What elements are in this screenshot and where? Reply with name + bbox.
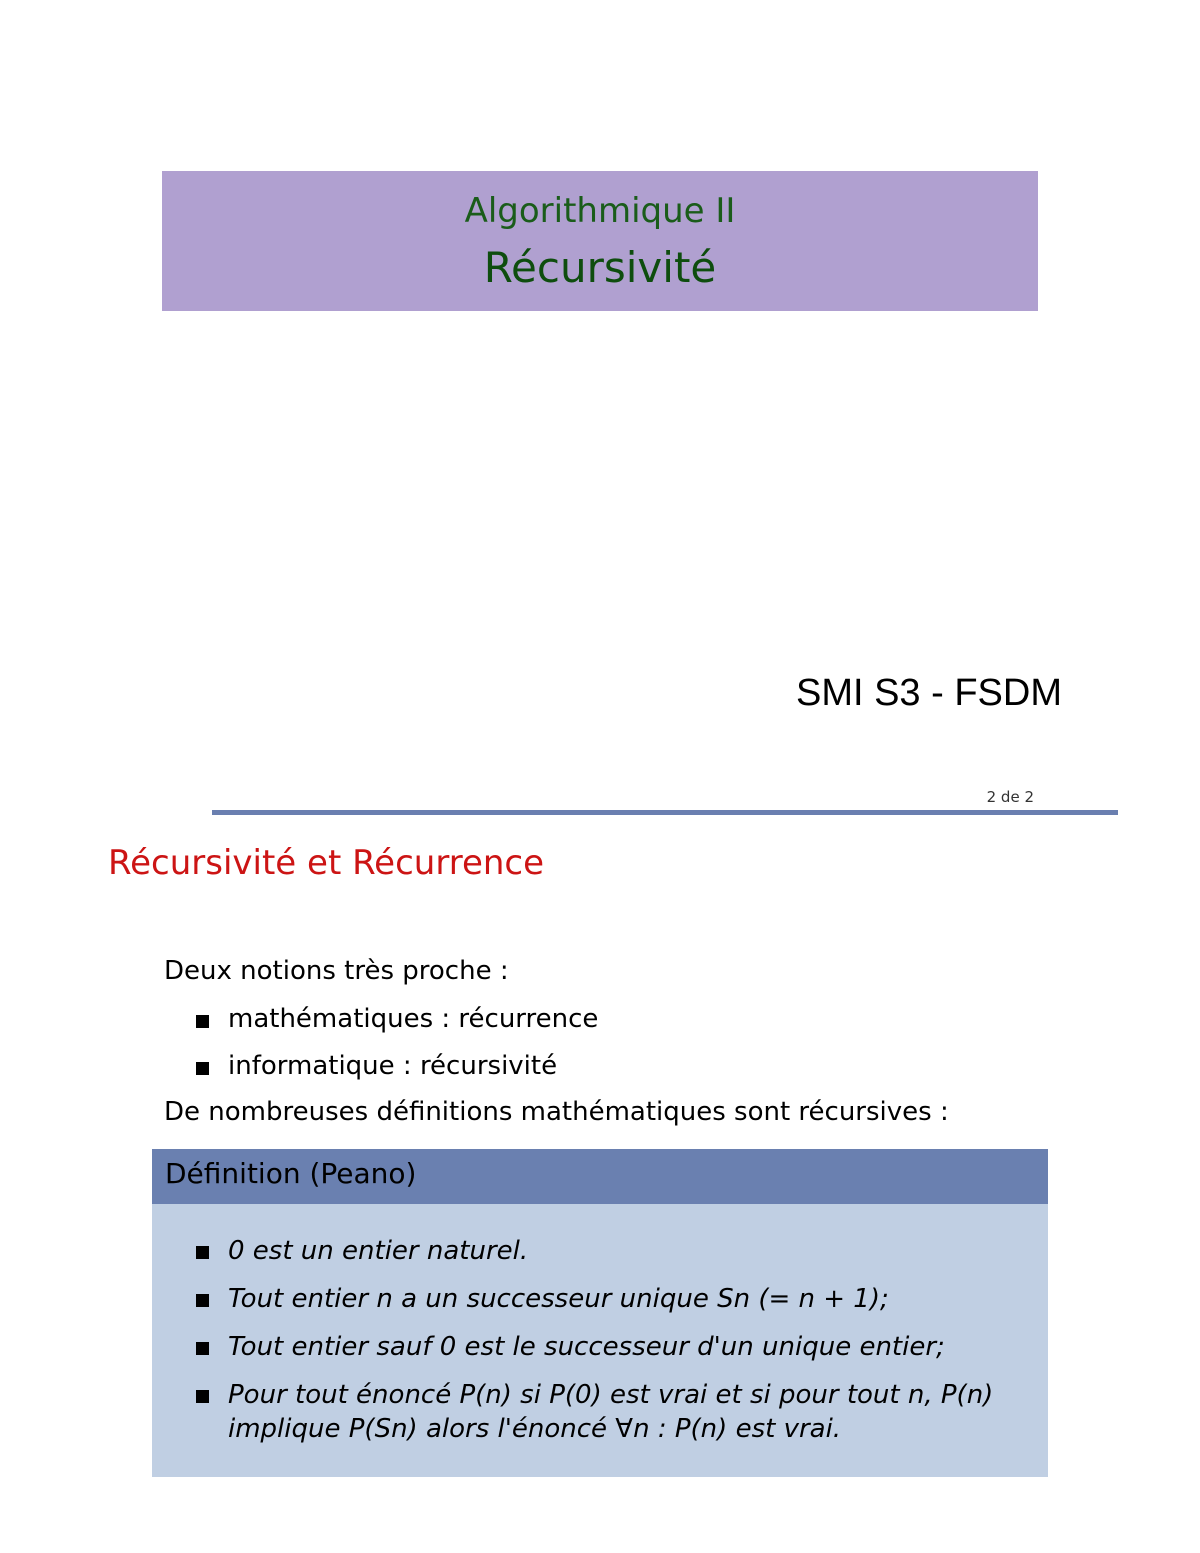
- course-title: Algorithmique II: [464, 191, 736, 231]
- intro-text-2: De nombreuses définitions mathématiques sont récursives :: [164, 1097, 949, 1127]
- divider-rule: [212, 810, 1118, 815]
- bullet-square-icon: [196, 1294, 209, 1307]
- bullet-square-icon: [196, 1062, 209, 1075]
- bullet-square-icon: [196, 1015, 209, 1028]
- list-item: [196, 1051, 598, 1098]
- bullet-square-icon: [196, 1342, 209, 1355]
- definition-item-text: Tout entier sauf 0 est le successeur d'un unique entier;: [228, 1332, 945, 1362]
- definition-block: [152, 1149, 1048, 1477]
- list-item: [196, 1378, 1048, 1446]
- definition-list: [196, 1234, 1048, 1460]
- list-item: [196, 1004, 598, 1051]
- definition-title: Définition (Peano): [165, 1157, 417, 1190]
- list-item: [196, 1234, 1048, 1268]
- definition-item-text: Tout entier n a un successeur unique Sn (= n + 1);: [228, 1284, 889, 1314]
- intro-text: Deux notions très proche :: [164, 956, 509, 986]
- definition-header: [152, 1149, 1048, 1204]
- definition-item-text: 0 est un entier naturel.: [228, 1236, 529, 1266]
- definition-item-text: Pour tout énoncé P(n) si P(0) est vrai et si pour tout n, P(n) implique P(Sn) alors l'énoncé ∀n : P(n) est vrai.: [228, 1380, 994, 1444]
- section-title: Récursivité et Récurrence: [108, 843, 545, 883]
- notion-list: [196, 1004, 598, 1098]
- list-item: [196, 1282, 1048, 1316]
- list-item-text: mathématiques : récurrence: [228, 1004, 599, 1034]
- bullet-square-icon: [196, 1246, 209, 1259]
- topic-title: Récursivité: [483, 243, 717, 292]
- page-indicator: 2 de 2: [986, 788, 1034, 806]
- list-item: [196, 1330, 1048, 1364]
- bullet-square-icon: [196, 1390, 209, 1403]
- institution-subtitle: SMI S3 - FSDM: [795, 672, 1062, 714]
- title-box: [162, 171, 1038, 311]
- list-item-text: informatique : récursivité: [228, 1051, 558, 1081]
